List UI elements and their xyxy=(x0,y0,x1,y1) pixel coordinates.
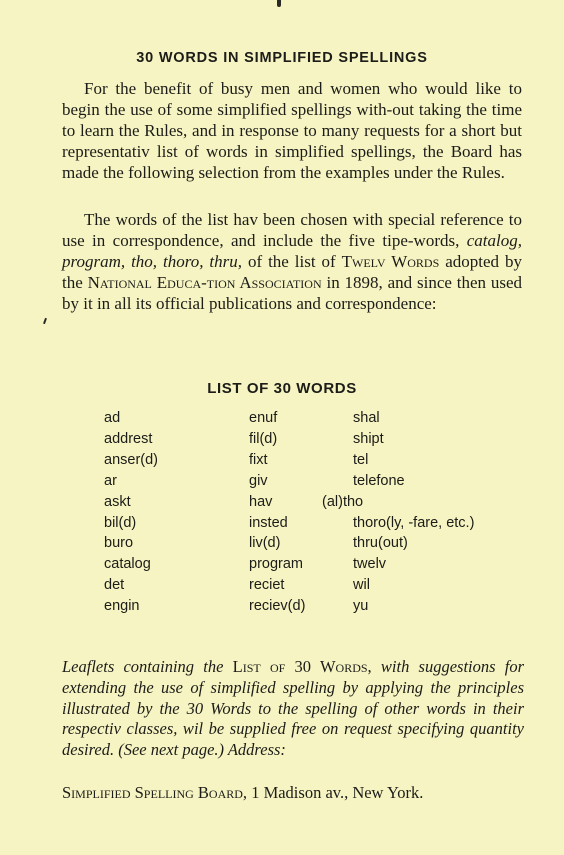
page-heading: 30 WORDS IN SIMPLIFIED SPELLINGS xyxy=(136,50,428,66)
word-item: tel xyxy=(353,451,369,468)
word-item: giv xyxy=(249,472,268,489)
word-item: ar xyxy=(104,472,117,489)
para2-text-1: The words of the list hav been chosen with special reference to use in correspondence, and include the five tipe-words, xyxy=(62,210,522,250)
word-item: anser(d) xyxy=(104,451,158,468)
word-item: telefone xyxy=(353,472,405,489)
word-item: engin xyxy=(104,598,140,615)
word-item: insted xyxy=(249,514,288,531)
page-mark-top xyxy=(277,0,281,7)
board-street: 1 Madison av., New York. xyxy=(251,783,424,802)
word-item: (al)tho xyxy=(322,493,364,510)
word-item: thru(out) xyxy=(353,535,408,552)
footer-italic-1: Leaflets containing the xyxy=(62,657,224,676)
word-column-2 xyxy=(249,408,305,617)
word-item: shipt xyxy=(353,430,384,447)
para2-text-2: of the list of xyxy=(247,252,336,271)
word-item: enuf xyxy=(249,410,278,426)
word-item: yu xyxy=(353,598,369,615)
word-item: det xyxy=(104,577,125,594)
footer-italic-2: with suggestions for extending the use of simplified spelling by applying the principles illustrated by the 30 Words to the spelling of other words in their respectiv classes, wil be supplied free on request specifying quantity desired. (See next page.) Address: xyxy=(62,657,525,760)
selection-paragraph xyxy=(62,209,522,314)
word-item: fil(d) xyxy=(249,430,278,447)
para2-nea: National Educa-tion Association xyxy=(87,273,322,292)
page-mark-left xyxy=(43,318,47,324)
word-item: program xyxy=(249,556,303,573)
para2-text-4: in 1898, and since then used by it in all its official publications and correspondence: xyxy=(62,273,523,313)
word-item: thoro(ly, -fare, etc.) xyxy=(353,514,475,531)
word-item: reciet xyxy=(249,577,285,594)
word-item: ad xyxy=(104,410,121,426)
word-item: catalog xyxy=(104,556,151,573)
word-item: liv(d) xyxy=(249,535,281,552)
para2-text-3: adopted by the xyxy=(62,252,522,292)
word-item: hav xyxy=(249,493,273,510)
word-item: bil(d) xyxy=(104,514,137,531)
word-item: buro xyxy=(104,535,134,552)
word-item: twelv xyxy=(353,556,387,573)
board-address xyxy=(62,783,532,803)
word-column-3 xyxy=(322,408,474,617)
para2-tipe-words: catalog, program, tho, thoro, thru, xyxy=(62,231,522,271)
word-item: addrest xyxy=(104,430,153,447)
word-column-1 xyxy=(104,408,158,617)
word-item: fixt xyxy=(249,451,268,468)
word-item: shal xyxy=(353,410,380,426)
list-title: LIST OF 30 WORDS xyxy=(207,380,357,397)
leaflet-note xyxy=(62,657,524,761)
footer-list-name: List of 30 Words, xyxy=(232,657,372,676)
para2-twelv-words: Twelv Words xyxy=(341,252,440,271)
word-item: reciev(d) xyxy=(249,598,306,615)
word-item: wil xyxy=(353,577,370,594)
board-name: Simplified Spelling Board, xyxy=(62,783,248,802)
intro-paragraph: For the benefit of busy men and women who would like to begin the use of some simplified spellings with-out taking the time to learn the Rules, and in response to many requests for a short but representativ list of words in simplified spellings, the Board has made the following selection from the examples under the Rules. xyxy=(62,79,522,182)
word-item: askt xyxy=(104,493,131,510)
